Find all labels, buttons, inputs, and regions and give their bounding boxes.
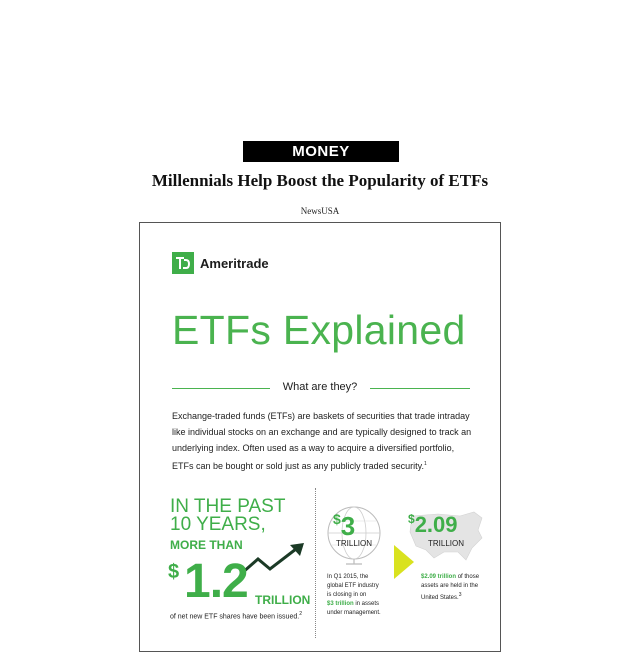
- stat-left-currency: $: [168, 561, 180, 583]
- trend-arrow-icon: [240, 543, 308, 579]
- stat-mid-note-line5: under management.: [327, 610, 381, 616]
- stat-left-value: 1.2: [184, 555, 248, 608]
- body-paragraph: [172, 408, 472, 474]
- article-headline: Millennials Help Boost the Popularity of ETFs: [151, 171, 489, 190]
- stat-mid-figure: [333, 511, 355, 542]
- stat-right-note-line3: United States.: [421, 595, 459, 601]
- stat-right-figure: [408, 512, 458, 538]
- stat-left-line2: 10 YEARS,: [170, 514, 266, 535]
- stat-right-currency: $: [408, 512, 415, 526]
- stat-mid-note-line1: In Q1 2015, the: [327, 574, 369, 580]
- stat-mid-currency: $: [333, 511, 341, 527]
- stat-left-unit: TRILLION: [255, 593, 311, 607]
- footnote-marker: 2: [299, 611, 302, 617]
- stat-mid-note-line2: global ETF industry: [327, 583, 379, 589]
- stat-left-heading: [170, 498, 285, 534]
- section-banner: MONEY: [243, 141, 399, 162]
- stat-left-line3: MORE THAN: [170, 538, 243, 552]
- stat-left-note-text: of net new ETF shares have been issued.: [170, 613, 300, 621]
- stat-mid-note-line4: in assets: [355, 601, 380, 607]
- footnote-marker: 3: [458, 592, 462, 598]
- infographic-title: ETFs Explained: [172, 307, 466, 353]
- td-logo-icon: [172, 252, 194, 274]
- stat-left-line1: IN THE PAST: [170, 496, 286, 517]
- stat-left-note: [170, 611, 302, 620]
- brand-name: Ameritrade: [200, 255, 269, 271]
- divider-right: [370, 388, 470, 389]
- stat-mid-note-line3: is closing in on: [327, 592, 367, 598]
- footnote-marker: 1: [423, 461, 427, 467]
- stat-right-note-line1: of those: [457, 574, 480, 580]
- td-ameritrade-logo: [172, 252, 269, 274]
- vertical-divider: [315, 488, 316, 638]
- infographic-card: [139, 222, 501, 652]
- stat-right-note: [421, 573, 491, 603]
- stat-mid-unit: TRILLION: [336, 539, 373, 548]
- body-text: Exchange-traded funds (ETFs) are baskets of securities that trade intraday like individual stocks on an exchange and are typically designed to track an underlying index. Often used as a way to acquire a diversified portfolio, ETFs can be bought or sold just as any publicly traded security.: [172, 411, 472, 471]
- stat-right-note-line2: assets are held in the: [421, 583, 479, 589]
- stat-right-highlight: $2.09 trillion: [421, 574, 457, 580]
- stat-right-value: 2.09: [414, 512, 458, 537]
- byline: NewsUSA: [300, 206, 340, 216]
- subheading: What are they?: [282, 381, 358, 393]
- divider-left: [172, 388, 270, 389]
- stat-right-unit: TRILLION: [428, 539, 465, 548]
- stat-mid-note: [327, 573, 402, 618]
- stat-mid-value: 3: [340, 511, 356, 541]
- stat-mid-highlight: $3 trillion: [327, 601, 354, 607]
